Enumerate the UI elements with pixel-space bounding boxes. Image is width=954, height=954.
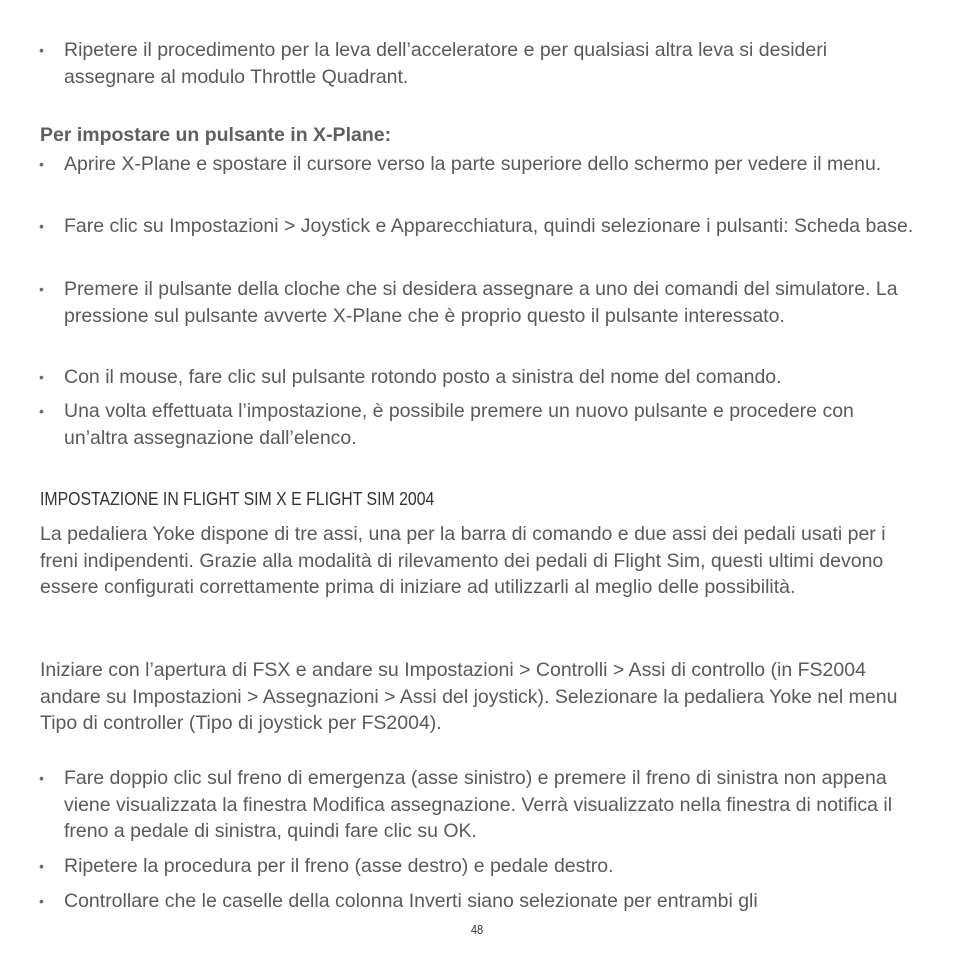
- list-item-text: Fare doppio clic sul freno di emergenza (asse sinistro) e premere il freno di sinistra non appena viene visualizzata la finestra Modifica assegnazione. Verrà visualizzato nella finestra di notifica il freno a pedale di sinistra, quindi fare clic su OK.: [64, 767, 893, 842]
- bullet-icon: •: [39, 770, 44, 786]
- list-item: [39, 853, 914, 880]
- bullet-icon: •: [39, 281, 44, 297]
- section-title: IMPOSTAZIONE IN FLIGHT SIM X E FLIGHT SIM 2004: [40, 489, 435, 509]
- bullet-icon: •: [39, 403, 44, 419]
- list-item: [39, 398, 914, 451]
- list-item-text: Una volta effettuata l’impostazione, è possibile premere un nuovo pulsante e procedere con un’altra assegnazione dall’elenco.: [64, 400, 854, 449]
- list-item: [39, 765, 914, 845]
- list-item-text: Premere il pulsante della cloche che si desidera assegnare a uno dei comandi del simulatore. La pressione sul pulsante avverte X-Plane che è proprio questo il pulsante interessato.: [64, 278, 898, 327]
- list-item: [39, 888, 914, 915]
- xplane-heading: Per impostare un pulsante in X-Plane:: [40, 124, 392, 146]
- bullet-icon: •: [39, 858, 44, 874]
- list-item: [39, 151, 914, 178]
- list-item: [39, 364, 914, 391]
- bullet-icon: •: [39, 218, 44, 234]
- paragraph: La pedaliera Yoke dispone di tre assi, una per la barra di comando e due assi dei pedali usati per i freni indipendenti. Grazie alla modalità di rilevamento dei pedali di Flight Sim, questi ultimi devono essere configurati correttamente prima di iniziare ad utilizzarli al meglio delle possibilità.: [40, 523, 886, 598]
- list-item-text: Aprire X-Plane e spostare il cursore verso la parte superiore dello schermo per vedere il menu.: [64, 153, 882, 175]
- list-item-text: Ripetere il procedimento per la leva dell’acceleratore e per qualsiasi altra leva si desideri assegnare al modulo Throttle Quadrant.: [64, 39, 828, 88]
- list-item-text: Con il mouse, fare clic sul pulsante rotondo posto a sinistra del nome del comando.: [64, 366, 782, 388]
- list-item-text: Fare clic su Impostazioni > Joystick e Apparecchiatura, quindi selezionare i pulsanti: Scheda base.: [64, 215, 914, 237]
- list-item-text: Controllare che le caselle della colonna Inverti siano selezionate per entrambi gli: [64, 890, 758, 912]
- bullet-icon: •: [39, 156, 44, 172]
- bullet-icon: •: [39, 369, 44, 385]
- paragraph: Iniziare con l’apertura di FSX e andare su Impostazioni > Controlli > Assi di controllo (in FS2004 andare su Impostazioni > Assegnazioni > Assi del joystick). Selezionare la pedaliera Yoke nel menu Tipo di controller (Tipo di joystick per FS2004).: [40, 659, 898, 734]
- list-item: [39, 37, 914, 90]
- list-item-text: Ripetere la procedura per il freno (asse destro) e pedale destro.: [64, 855, 614, 877]
- bullet-icon: •: [39, 893, 44, 909]
- list-item: [39, 276, 914, 329]
- bullet-icon: •: [39, 42, 44, 58]
- page-number: 48: [470, 922, 484, 937]
- list-item: [39, 213, 914, 240]
